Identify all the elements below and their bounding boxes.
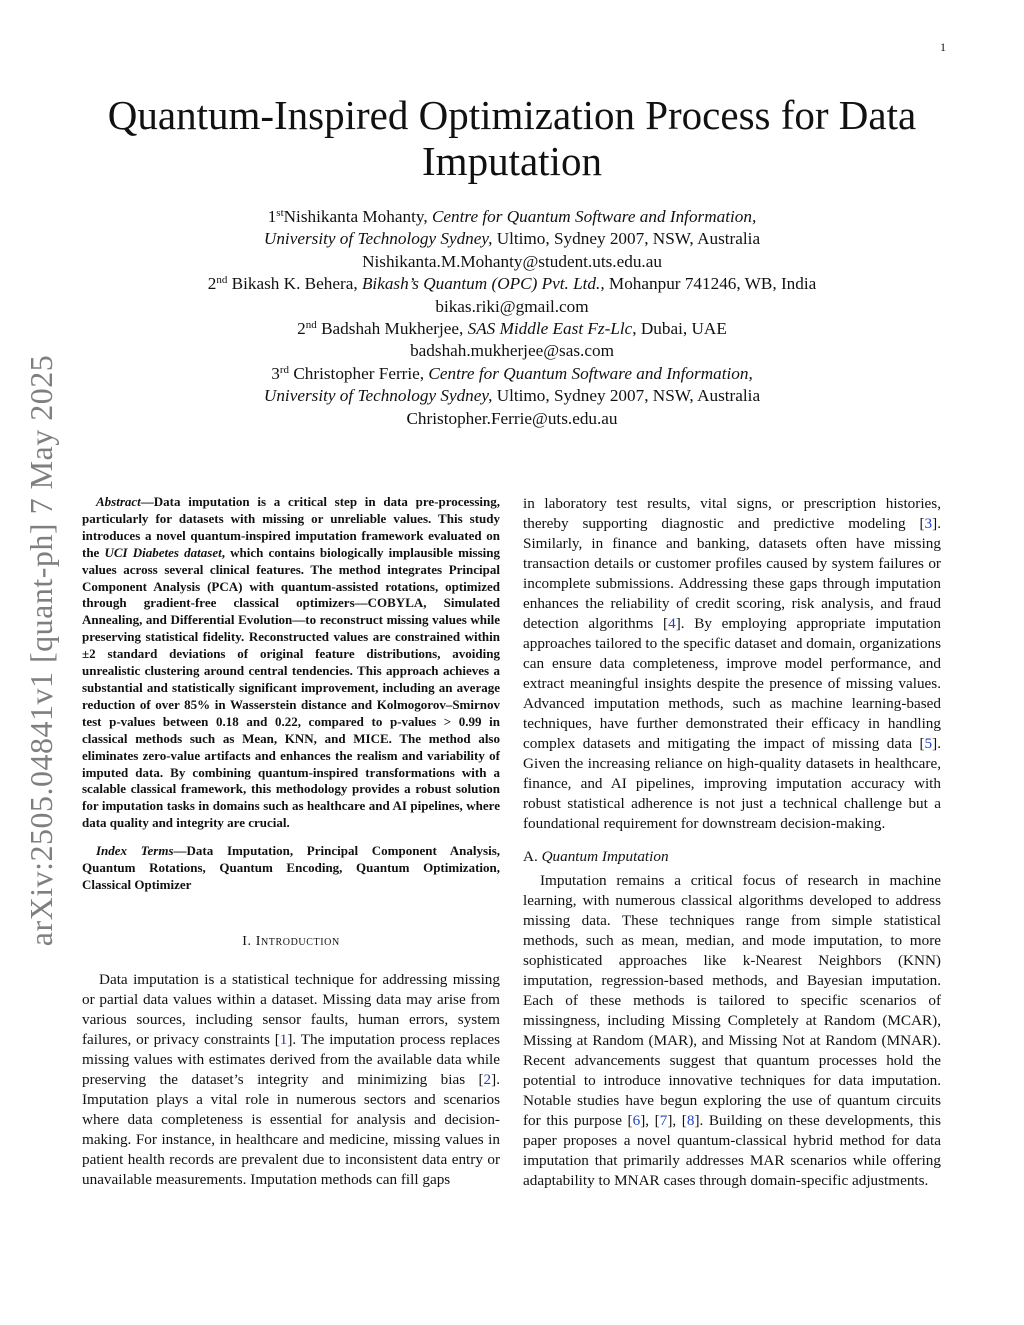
section-heading-introduction: I. Introduction: [242, 933, 340, 949]
citation-link[interactable]: 8: [686, 1112, 695, 1129]
author-line: 2nd Badshah Mukherjee, SAS Middle East Fz-Llc, Dubai, UAE: [297, 319, 727, 339]
author-email: bikas.riki@gmail.com: [435, 296, 589, 316]
author-email: Christopher.Ferrie@uts.edu.au: [406, 408, 618, 428]
index-terms: Index Terms—Data Imputation, Principal Component Analysis, Quantum Rotations, Quantum Encoding, Quantum Optimization, Classical Optimizer: [82, 843, 500, 892]
index-terms-label: Index Terms: [96, 843, 174, 859]
arxiv-identifier-text: arXiv:2505.04841v1 [quant-ph] 7 May 2025: [23, 354, 60, 946]
right-column: [523, 494, 941, 1191]
author-line: 2nd Bikash K. Behera, Bikash’s Quantum (OPC) Pvt. Ltd., Mohanpur 741246, WB, India: [207, 274, 817, 294]
citation-link[interactable]: 4: [668, 615, 676, 632]
paper-title: Quantum-Inspired Optimization Process for Data Imputation: [107, 92, 917, 184]
author-line: 3rd Christopher Ferrie, Centre for Quantum Software and Information,: [271, 363, 753, 383]
citation-link[interactable]: 6: [632, 1112, 641, 1129]
affiliation-line: University of Technology Sydney, Ultimo, Sydney 2007, NSW, Australia: [263, 386, 761, 406]
citation-link[interactable]: 1: [279, 1030, 288, 1048]
intro-paragraph-continued: in laboratory test results, vital signs, or prescription histories, thereby supporting diagnostic and predictive modeling [3]. Similarly, in finance and banking, datasets often have missing transaction details or customer profiles caused by system failures or incomplete submissions. Addressing these gaps through imputation enhances the reliability of credit scoring, risk analysis, and fraud detection algorithms [4]. By employing appropriate imputation approaches tailored to the specific dataset and domain, organizations can ensure data completeness, improve model performance, and extract meaningful insights despite the presence of missing values. Advanced imputation methods, such as machine learning-based techniques, have further demonstrated their efficacy in handling complex datasets and mitigating the impact of missing data [5]. Given the increasing reliance on high-quality datasets in healthcare, finance, and AI pipelines, improving imputation accuracy with robust statistical adherence is not just a technical challenge but a foundational requirement for downstream decision-making.: [523, 495, 941, 832]
intro-paragraph: Data imputation is a statistical technique for addressing missing or partial data values within a dataset. Missing data may arise from various sources, including sensor faults, human errors, system failures, or privacy constraints [1]. The imputation process replaces missing values with estimates derived from the available data while preserving the dataset’s integrity and minimizing bias [2]. Imputation plays a vital role in numerous sectors and scenarios where data completeness is essential for analysis and decision-making. For instance, in healthcare and medicine, missing values in patient health records are prevalent due to inconsistent data entry or unavailable measurements. Imputation methods can fill gaps: [82, 970, 500, 1188]
arxiv-identifier-stamp: [20, 340, 64, 960]
citation-link[interactable]: 5: [924, 735, 933, 752]
quantum-imputation-paragraph: Imputation remains a critical focus of research in machine learning, with numerous classical algorithms developed to address missing data. These techniques range from simple statistical methods, such as mean, median, and mode imputation, to more sophisticated approaches like k-Nearest Neighbors (KNN) imputation, regression-based methods, and Bayesian imputation. Each of these methods is tailored to specific scenarios of missingness, including Missing Completely at Random (MCAR), Missing at Random (MAR), and Missing Not at Random (MNAR). Recent advancements suggest that quantum processes hold the potential to introduce innovative techniques for data imputation. Notable studies have begun exploring the use of quantum circuits for this purpose [6], [7], [8]. Building on these developments, this paper proposes a novel quantum-classical hybrid method for data imputation that primarily addresses MAR scenarios while offering adaptability to MNAR cases through domain-specific adjustments.: [523, 872, 942, 1189]
citation-link[interactable]: 7: [659, 1112, 668, 1129]
affiliation-line: University of Technology Sydney, Ultimo, Sydney 2007, NSW, Australia: [263, 229, 761, 249]
author-email: badshah.mukherjee@sas.com: [410, 341, 614, 361]
citation-link[interactable]: 3: [924, 515, 933, 532]
author-email: Nishikanta.M.Mohanty@student.uts.edu.au: [362, 251, 662, 271]
left-column: [82, 494, 500, 1190]
citation-link[interactable]: 2: [483, 1070, 492, 1088]
abstract-label: Abstract: [96, 494, 141, 509]
author-line: 1stNishikanta Mohanty, Centre for Quantum Software and Information,: [267, 207, 757, 226]
page-number: 1: [940, 40, 946, 54]
abstract: Abstract—Data imputation is a critical step in data pre-processing, particularly for datasets with missing or unreliable values. This study introduces a novel quantum-inspired imputation framework evaluated on the UCI Diabetes dataset, which contains biologically implausible missing values across several clinical features. The method integrates Principal Component Analysis (PCA) with quantum-assisted rotations, optimized through gradient-free classical optimizers—COBYLA, Simulated Annealing, and Differential Evolution—to reconstruct missing values while preserving statistical fidelity. Reconstructed values are constrained within ±2 standard deviations of original feature distributions, avoiding unrealistic clustering around central tendencies. This approach achieves a substantial and statistically significant improvement, including an average reduction of over 85% in Wasserstein distance and Kolmogorov–Smirnov test p-values between 0.18 and 0.22, compared to p-values > 0.99 in classical methods such as Mean, KNN, and MICE. The method also eliminates zero-value artifacts and enhances the realism and variability of imputed data. By combining quantum-inspired transformations with a scalable classical framework, this methodology provides a robust solution for imputation tasks in domains such as healthcare and AI pipelines, where data quality and integrity are crucial.: [82, 494, 500, 831]
author-block: [80, 206, 944, 430]
subsection-heading-quantum-imputation: A. Quantum Imputation: [523, 848, 669, 865]
